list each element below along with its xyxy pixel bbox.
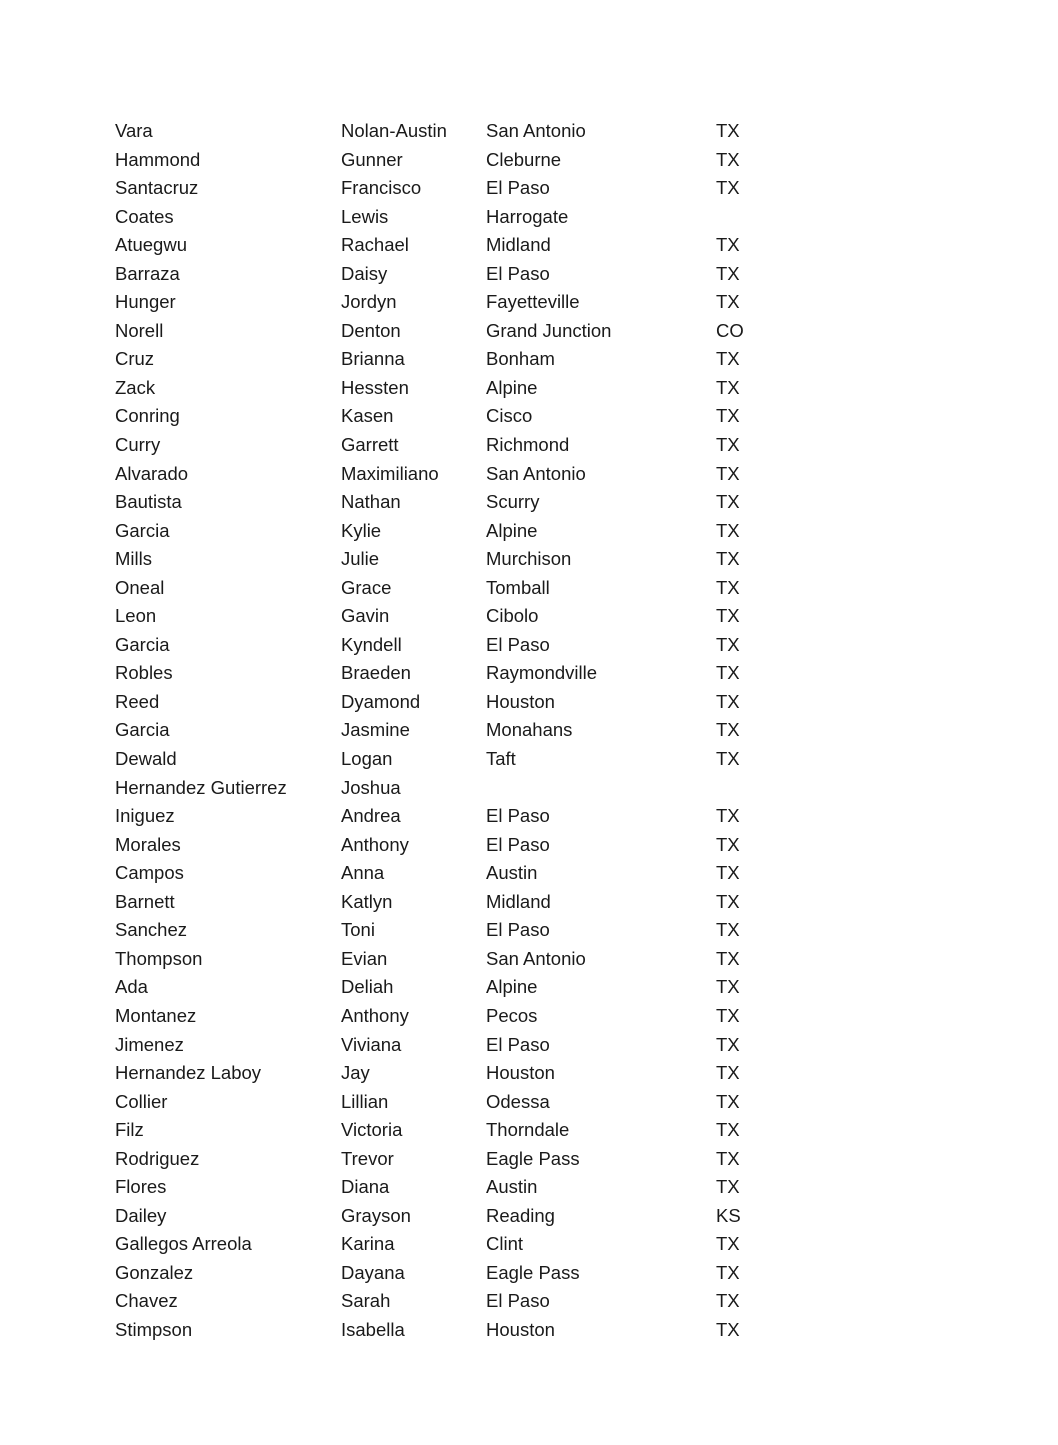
last-name-cell: Gallegos Arreola — [115, 1233, 252, 1255]
table-row — [115, 345, 776, 374]
first-name-cell: Rachael — [341, 234, 409, 256]
table-row — [115, 1031, 776, 1060]
state-cell: KS — [716, 1204, 741, 1226]
last-name-cell: Barraza — [115, 262, 180, 284]
first-name-cell: Toni — [341, 919, 375, 941]
state-cell: TX — [716, 1233, 740, 1255]
city-cell: Alpine — [486, 976, 538, 998]
first-name-cell: Anthony — [341, 1004, 409, 1026]
city-cell: Eagle Pass — [486, 1261, 580, 1283]
city-cell: El Paso — [486, 1033, 550, 1055]
table-row — [115, 916, 776, 945]
city-cell: El Paso — [486, 833, 550, 855]
state-cell: TX — [716, 120, 740, 141]
last-name-cell: Dewald — [115, 748, 177, 770]
last-name-cell: Chavez — [115, 1290, 178, 1312]
state-cell: TX — [716, 434, 740, 456]
table-row — [115, 888, 776, 917]
first-name-cell: Gavin — [341, 605, 390, 627]
state-cell: TX — [716, 976, 740, 998]
city-cell: Pecos — [486, 1004, 538, 1026]
last-name-cell: Hammond — [115, 148, 201, 170]
table-row — [115, 203, 776, 232]
table-row — [115, 602, 776, 631]
table-row — [115, 859, 776, 888]
last-name-cell: Filz — [115, 1119, 144, 1141]
table-row — [115, 260, 776, 289]
last-name-cell: Vara — [115, 120, 153, 141]
first-name-cell: Viviana — [341, 1033, 402, 1055]
state-cell: TX — [716, 719, 740, 741]
city-cell: Austin — [486, 1176, 538, 1198]
first-name-cell: Victoria — [341, 1119, 403, 1141]
table-row — [115, 146, 776, 175]
city-cell: Houston — [486, 1318, 555, 1340]
last-name-cell: Oneal — [115, 576, 165, 598]
city-cell: Midland — [486, 890, 551, 912]
state-cell: TX — [716, 1261, 740, 1283]
city-cell: El Paso — [486, 177, 550, 199]
last-name-cell: Zack — [115, 376, 156, 398]
state-cell: TX — [716, 662, 740, 684]
table-row — [115, 1230, 776, 1259]
state-cell: TX — [716, 862, 740, 884]
first-name-cell: Garrett — [341, 434, 399, 456]
last-name-cell: Barnett — [115, 890, 175, 912]
city-cell: Houston — [486, 1062, 555, 1084]
table-row — [115, 117, 776, 146]
table-row — [115, 174, 776, 203]
state-cell: TX — [716, 890, 740, 912]
first-name-cell: Jay — [341, 1062, 370, 1084]
city-cell: Harrogate — [486, 205, 569, 227]
table-row — [115, 1002, 776, 1031]
last-name-cell: Campos — [115, 862, 184, 884]
last-name-cell: Robles — [115, 662, 173, 684]
first-name-cell: Braeden — [341, 662, 411, 684]
last-name-cell: Mills — [115, 548, 152, 570]
state-cell: TX — [716, 1318, 740, 1340]
state-cell: TX — [716, 1147, 740, 1169]
state-cell: TX — [716, 633, 740, 655]
last-name-cell: Coates — [115, 205, 174, 227]
last-name-cell: Jimenez — [115, 1033, 184, 1055]
table-row — [115, 488, 776, 517]
state-cell: TX — [716, 1176, 740, 1198]
state-cell: TX — [716, 348, 740, 370]
first-name-cell: Lillian — [341, 1090, 389, 1112]
last-name-cell: Garcia — [115, 633, 170, 655]
last-name-cell: Hernandez Laboy — [115, 1062, 262, 1084]
state-cell: TX — [716, 1033, 740, 1055]
last-name-cell: Thompson — [115, 947, 203, 969]
state-cell — [716, 203, 776, 232]
last-name-cell: Garcia — [115, 719, 170, 741]
city-cell: El Paso — [486, 805, 550, 827]
roster-table — [115, 117, 776, 1345]
first-name-cell: Sarah — [341, 1290, 391, 1312]
city-cell: Midland — [486, 234, 551, 256]
state-cell: TX — [716, 1119, 740, 1141]
state-cell: TX — [716, 491, 740, 513]
table-row — [115, 831, 776, 860]
state-cell: TX — [716, 919, 740, 941]
first-name-cell: Deliah — [341, 976, 394, 998]
first-name-cell: Nolan-Austin — [341, 120, 447, 141]
last-name-cell: Garcia — [115, 519, 170, 541]
first-name-cell: Karina — [341, 1233, 395, 1255]
state-cell: TX — [716, 376, 740, 398]
city-cell: Houston — [486, 690, 555, 712]
table-row — [115, 1059, 776, 1088]
table-row — [115, 945, 776, 974]
state-cell: TX — [716, 262, 740, 284]
city-cell: Odessa — [486, 1090, 550, 1112]
last-name-cell: Cruz — [115, 348, 155, 370]
table-row — [115, 973, 776, 1002]
city-cell: Raymondville — [486, 662, 598, 684]
last-name-cell: Reed — [115, 690, 160, 712]
last-name-cell: Rodriguez — [115, 1147, 200, 1169]
state-cell: TX — [716, 519, 740, 541]
table-row — [115, 545, 776, 574]
state-cell: TX — [716, 462, 740, 484]
table-row — [115, 431, 776, 460]
first-name-cell: Evian — [341, 947, 388, 969]
last-name-cell: Morales — [115, 833, 181, 855]
table-row — [115, 1316, 776, 1345]
last-name-cell: Bautista — [115, 491, 182, 513]
table-row — [115, 659, 776, 688]
first-name-cell: Daisy — [341, 262, 388, 284]
state-cell: TX — [716, 405, 740, 427]
first-name-cell: Julie — [341, 548, 380, 570]
city-cell: Austin — [486, 862, 538, 884]
last-name-cell: Iniguez — [115, 805, 175, 827]
state-cell: TX — [716, 291, 740, 313]
state-cell: TX — [716, 148, 740, 170]
first-name-cell: Grayson — [341, 1204, 411, 1226]
city-cell: Thorndale — [486, 1119, 570, 1141]
first-name-cell: Kylie — [341, 519, 382, 541]
first-name-cell: Dayana — [341, 1261, 405, 1283]
city-cell: Alpine — [486, 519, 538, 541]
city-cell: El Paso — [486, 633, 550, 655]
first-name-cell: Gunner — [341, 148, 403, 170]
table-row — [115, 1116, 776, 1145]
city-cell: Reading — [486, 1204, 555, 1226]
last-name-cell: Santacruz — [115, 177, 199, 199]
roster-body — [115, 117, 776, 1345]
first-name-cell: Kyndell — [341, 633, 402, 655]
table-row — [115, 402, 776, 431]
city-cell: Tomball — [486, 576, 550, 598]
city-cell: Cisco — [486, 405, 533, 427]
table-row — [115, 288, 776, 317]
last-name-cell: Alvarado — [115, 462, 189, 484]
table-row — [115, 1287, 776, 1316]
city-cell: Bonham — [486, 348, 555, 370]
table-row — [115, 517, 776, 546]
first-name-cell: Anna — [341, 862, 385, 884]
table-row — [115, 745, 776, 774]
city-cell: Clint — [486, 1233, 524, 1255]
state-cell: TX — [716, 690, 740, 712]
table-row — [115, 1202, 776, 1231]
table-row — [115, 460, 776, 489]
city-cell: Fayetteville — [486, 291, 580, 313]
last-name-cell: Collier — [115, 1090, 168, 1112]
city-cell: Taft — [486, 748, 516, 770]
last-name-cell: Ada — [115, 976, 148, 998]
first-name-cell: Grace — [341, 576, 392, 598]
table-row — [115, 631, 776, 660]
last-name-cell: Leon — [115, 605, 157, 627]
city-cell: San Antonio — [486, 462, 586, 484]
state-cell: TX — [716, 605, 740, 627]
city-cell: Cibolo — [486, 605, 539, 627]
first-name-cell: Logan — [341, 748, 393, 770]
city-cell: Scurry — [486, 491, 540, 513]
state-cell: TX — [716, 548, 740, 570]
table-row — [115, 1088, 776, 1117]
table-row — [115, 317, 776, 346]
table-row — [115, 716, 776, 745]
first-name-cell: Nathan — [341, 491, 401, 513]
first-name-cell: Joshua — [341, 776, 401, 798]
last-name-cell: Atuegwu — [115, 234, 187, 256]
first-name-cell: Jasmine — [341, 719, 410, 741]
last-name-cell: Norell — [115, 319, 164, 341]
table-row — [115, 231, 776, 260]
first-name-cell: Katlyn — [341, 890, 393, 912]
last-name-cell: Flores — [115, 1176, 167, 1198]
last-name-cell: Hernandez Gutierrez — [115, 776, 287, 798]
first-name-cell: Kasen — [341, 405, 394, 427]
first-name-cell: Diana — [341, 1176, 390, 1198]
state-cell: TX — [716, 748, 740, 770]
last-name-cell: Conring — [115, 405, 180, 427]
city-cell: Monahans — [486, 719, 573, 741]
state-cell: TX — [716, 576, 740, 598]
city-cell: El Paso — [486, 919, 550, 941]
table-row — [115, 374, 776, 403]
table-row — [115, 1173, 776, 1202]
state-cell: TX — [716, 1290, 740, 1312]
city-cell: San Antonio — [486, 120, 586, 141]
first-name-cell: Brianna — [341, 348, 405, 370]
first-name-cell: Dyamond — [341, 690, 421, 712]
state-cell — [716, 774, 776, 803]
first-name-cell: Maximiliano — [341, 462, 439, 484]
city-cell: Eagle Pass — [486, 1147, 580, 1169]
first-name-cell: Isabella — [341, 1318, 405, 1340]
state-cell: TX — [716, 1090, 740, 1112]
city-cell: El Paso — [486, 1290, 550, 1312]
last-name-cell: Sanchez — [115, 919, 187, 941]
first-name-cell: Trevor — [341, 1147, 394, 1169]
city-cell — [486, 774, 716, 803]
last-name-cell: Dailey — [115, 1204, 167, 1226]
last-name-cell: Montanez — [115, 1004, 197, 1026]
city-cell: San Antonio — [486, 947, 586, 969]
city-cell: Grand Junction — [486, 319, 612, 341]
state-cell: CO — [716, 319, 744, 341]
first-name-cell: Francisco — [341, 177, 422, 199]
table-row — [115, 774, 776, 803]
last-name-cell: Hunger — [115, 291, 176, 313]
city-cell: Cleburne — [486, 148, 562, 170]
last-name-cell: Gonzalez — [115, 1261, 194, 1283]
table-row — [115, 574, 776, 603]
first-name-cell: Jordyn — [341, 291, 397, 313]
city-cell: Richmond — [486, 434, 570, 456]
table-row — [115, 802, 776, 831]
last-name-cell: Stimpson — [115, 1318, 193, 1340]
city-cell: Alpine — [486, 376, 538, 398]
table-row — [115, 688, 776, 717]
first-name-cell: Denton — [341, 319, 401, 341]
city-cell: El Paso — [486, 262, 550, 284]
state-cell: TX — [716, 1062, 740, 1084]
state-cell: TX — [716, 1004, 740, 1026]
table-row — [115, 1145, 776, 1174]
state-cell: TX — [716, 805, 740, 827]
city-cell: Murchison — [486, 548, 572, 570]
first-name-cell: Lewis — [341, 205, 389, 227]
first-name-cell: Andrea — [341, 805, 401, 827]
first-name-cell: Hessten — [341, 376, 409, 398]
state-cell: TX — [716, 234, 740, 256]
table-row — [115, 1259, 776, 1288]
last-name-cell: Curry — [115, 434, 161, 456]
first-name-cell: Anthony — [341, 833, 409, 855]
state-cell: TX — [716, 177, 740, 199]
state-cell: TX — [716, 833, 740, 855]
state-cell: TX — [716, 947, 740, 969]
